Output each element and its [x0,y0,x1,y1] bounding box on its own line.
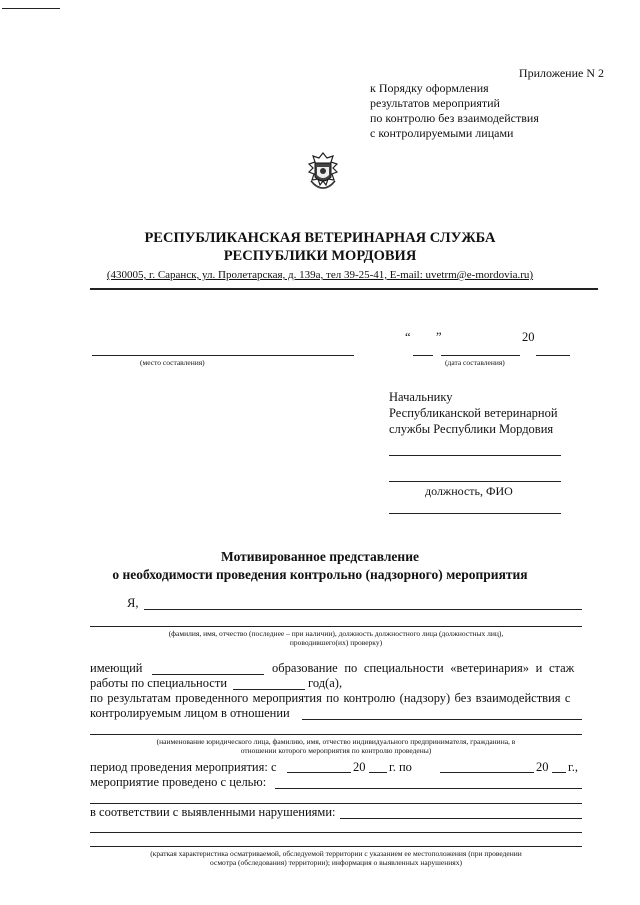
fio-line-2 [90,626,582,627]
violations-line-3 [90,846,582,847]
experience-line [233,689,305,690]
org-name-line2: РЕСПУБЛИКИ МОРДОВИЯ [223,248,417,264]
appendix-title: Приложение N 2 [518,66,604,80]
fio-note [90,629,582,647]
quote-close: ” [436,330,442,344]
period-start-year-line [369,772,387,773]
appendix-line: результатов мероприятий [370,96,500,110]
ya-label: Я, [127,596,139,610]
controlled-label: контролируемым лицом в отношении [90,706,290,720]
date-month-line [441,355,520,356]
period-year-prefix-2: 20 [536,760,549,774]
org-name-line1: РЕСПУБЛИКАНСКАЯ ВЕТЕРИНАРНАЯ СЛУЖБА [144,230,496,246]
violations-line-2 [90,832,582,833]
fio-note-line2: проводившего(их) проверку) [289,638,383,647]
addressee-line: Начальнику [389,390,453,404]
period-end-year-line [552,772,566,773]
addressee-line: Республиканской ветеринарной [389,406,558,420]
education-line [152,674,264,675]
addressee-line-1 [389,455,561,456]
violations-line-1 [340,818,582,819]
work-spec-label: работы по специальности [90,676,228,690]
appendix-line: с контролируемыми лицами [370,126,514,140]
addressee-line-3 [389,513,561,514]
date-year-line [536,355,570,356]
entity-note [90,737,582,755]
period-end-line [440,772,534,773]
appendix-line: по контролю без взаимодействия [370,111,539,125]
period-to-label: г. по [389,760,412,774]
purpose-line-2 [90,803,582,804]
date-day-line [413,355,433,356]
controlled-entity-line-1 [302,719,582,720]
fio-note-line1: (фамилия, имя, отчество (последнее – при наличии), должность должностного лица (должностных лиц), [168,629,504,638]
corner-mark [2,8,60,9]
period-label: период проведения мероприятия: с [90,760,277,774]
territory-note [90,849,582,867]
addressee-block [389,389,558,437]
place-line [92,355,354,356]
territory-note-line1: (краткая характеристика осматриваемой, обследуемой территории с указанием ее местоположения (при проведении [150,849,522,858]
header-divider [90,288,598,290]
education-text: образование по специальности «ветеринария» и стаж [272,661,575,675]
period-start-line [287,772,351,773]
coat-of-arms-emblem [305,151,341,197]
entity-note-line2: отношении которого мероприятия по контролю проведены) [240,746,432,755]
purpose-label: мероприятие проведено с целью: [90,775,267,789]
appendix-line: к Порядку оформления [370,81,489,95]
place-caption: (место составления) [140,358,205,367]
years-label: год(а), [308,676,343,690]
territory-note-line2: осмотра (обследования) территории); информация о выявленных нарушениях) [210,858,462,867]
document-title-line1: Мотивированное представление [221,549,419,564]
addressee-line: службы Республики Мордовия [389,422,554,436]
date-caption: (дата составления) [445,358,505,367]
addressee-line-2 [389,481,561,482]
appendix-block [370,66,610,141]
period-year-prefix-1: 20 [353,760,366,774]
controlled-entity-line-2 [90,734,582,735]
fio-line-1 [144,609,582,610]
quote-open: “ [405,330,411,344]
addressee-caption: должность, ФИО [425,484,513,498]
document-title-line2: о необходимости проведения контрольно (надзорного) мероприятия [112,567,528,582]
entity-note-line1: (наименование юридического лица, фамилию, имя, отчество индивидуального предпринимателя, гражданина, в [156,737,516,746]
org-address: (430005, г. Саранск, ул. Пролетарская, д. 139а, тел 39-25-41, E-mail: uvetrm@e-mordovia.ru) [106,269,534,281]
violations-label: в соответствии с выявленными нарушениями: [90,805,336,819]
year-prefix: 20 [522,330,535,344]
result-line: по результатам проведенного мероприятия по контролю (надзору) без взаимодействия с [90,691,571,705]
period-end-label: г., [568,760,578,774]
purpose-line-1 [275,788,582,789]
having-label: имеющий [90,661,143,675]
